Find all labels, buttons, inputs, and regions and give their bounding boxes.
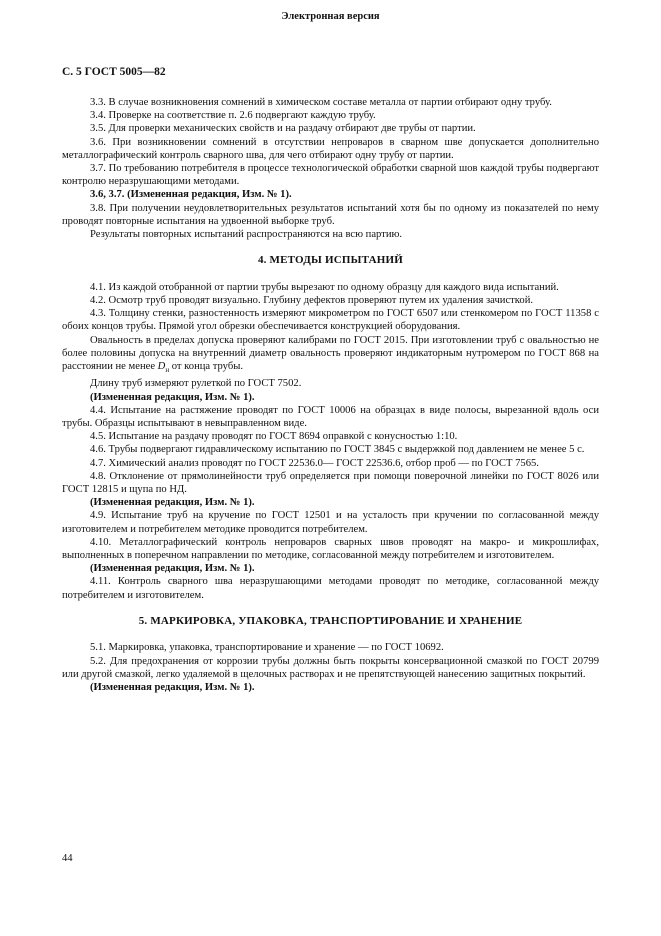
- paragraph-4-3-ovality: [62, 334, 599, 378]
- paragraph-4-8: 4.8. Отклонение от прямолинейности труб определяется при помощи поверочной линейки по ГОСТ 8026 или ГОСТ 12815 и щупа по НД.: [62, 470, 599, 495]
- paragraph-4-5: 4.5. Испытание на раздачу проводят по ГОСТ 8694 оправкой с конусностью 1:10.: [90, 431, 458, 443]
- paragraph-4-10: 4.10. Металлографический контроль непроваров сварных швов проводят на макро- и микрошлифах, выполненных в поперечном направлении по методике, согласованной между потребителем и изготовителем.: [62, 536, 599, 561]
- paragraph-4-3-length: Длину труб измеряют рулеткой по ГОСТ 7502.: [90, 378, 302, 390]
- ovality-text-end: от конца трубы.: [169, 361, 243, 373]
- paragraph-4-11: 4.11. Контроль сварного шва неразрушающими методами проводят по методике, согласованной между потребителем и изготовителем.: [62, 576, 599, 601]
- page-number: 44: [62, 853, 73, 864]
- paragraph-5-1: 5.1. Маркировка, упаковка, транспортирование и хранение — по ГОСТ 10692.: [90, 642, 444, 654]
- revision-note: (Измененная редакция, Изм. № 1).: [90, 681, 255, 693]
- section-4-heading: 4. МЕТОДЫ ИСПЫТАНИЙ: [257, 254, 404, 267]
- diameter-symbol: D: [157, 361, 166, 373]
- paragraph-3-8: 3.8. При получении неудовлетворительных результатов испытаний хотя бы по одному из показателей по нему проводят повторные испытания на удвоенной выборке труб.: [62, 202, 599, 227]
- paragraph-4-9: 4.9. Испытание труб на кручение по ГОСТ 12501 и на усталость при кручении по согласованной между изготовителем и потребителем методике проводится потребителем.: [62, 510, 599, 535]
- revision-note: (Измененная редакция, Изм. № 1).: [90, 391, 255, 403]
- diameter-subscript: н: [165, 366, 170, 375]
- paragraph-4-3: 4.3. Толщину стенки, разностенность измеряют микрометром по ГОСТ 6507 или стенкомером по ГОСТ 11358 с обоих концов трубы. Прямой угол обрезки обеспечивается конструкцией оборудования.: [62, 308, 599, 333]
- paragraph-4-2: 4.2. Осмотр труб проводят визуально. Глубину дефектов проверяют путем их удаления зачисткой.: [90, 295, 534, 306]
- paragraph-4-4: 4.4. Испытание на растяжение проводят по ГОСТ 10006 на образцах в виде полосы, вырезанной вдоль оси трубы. Образцы испытывают в невыправленном виде.: [62, 404, 599, 429]
- document-body: [62, 96, 599, 694]
- paragraph-3-4: 3.4. Проверке на соответствие п. 2.6 подвергают каждую трубу.: [90, 110, 376, 122]
- revision-note: (Измененная редакция, Изм. № 1).: [90, 563, 255, 575]
- paragraph-3-3: 3.3. В случае возникновения сомнений в химическом составе металла от партии отбирают одну трубу.: [90, 97, 552, 108]
- document-banner: Электронная версия: [281, 11, 380, 22]
- paragraph-3-7: 3.7. По требованию потребителя в процессе технологической обработки сварной шов каждой трубы подвергают контролю неразрушающими методами.: [62, 163, 599, 188]
- paragraph-3-5: 3.5. Для проверки механических свойств и на раздачу отбирают две трубы от партии.: [90, 123, 476, 135]
- ovality-text: Овальность в пределах допуска проверяют калибрами по ГОСТ 2015. При изготовлении труб с овальностью не более половины допуска на внутренний диаметр овальность проверяют индикаторным нутромером по ГОСТ 868 на расстоянии не менее: [62, 334, 599, 373]
- paragraph-4-7: 4.7. Химический анализ проводят по ГОСТ 22536.0— ГОСТ 22536.6, отбор проб — по ГОСТ 7565.: [90, 457, 539, 469]
- paragraph-4-6: 4.6. Трубы подвергают гидравлическому испытанию по ГОСТ 3845 с выдержкой под давлением не менее 5 с.: [90, 444, 585, 456]
- revision-note: (Измененная редакция, Изм. № 1).: [90, 497, 255, 509]
- paragraph-3-6: 3.6. При возникновении сомнений в отсутствии непроваров в сварном шве допускается дополнительно металлографический контроль сварного шва, для чего отбирают одну трубу от партии.: [62, 136, 599, 161]
- revision-note-3-6-3-7: 3.6, 3.7. (Измененная редакция, Изм. № 1).: [90, 189, 292, 201]
- section-5-heading: 5. МАРКИРОВКА, УПАКОВКА, ТРАНСПОРТИРОВАНИЕ И ХРАНЕНИЕ: [138, 614, 523, 627]
- page-header: С. 5 ГОСТ 5005—82: [62, 66, 166, 78]
- paragraph-5-2: 5.2. Для предохранения от коррозии трубы должны быть покрыты консервационной смазкой по ГОСТ 20799 или другой смазкой, легко удаляемой в щелочных растворах и не препятствующей нанесению защитных покрытий.: [62, 655, 599, 680]
- paragraph-4-1: 4.1. Из каждой отобранной от партии трубы вырезают по одному образцу для каждого вида испытаний.: [90, 281, 559, 293]
- paragraph-3-8-results: Результаты повторных испытаний распространяются на всю партию.: [90, 229, 403, 241]
